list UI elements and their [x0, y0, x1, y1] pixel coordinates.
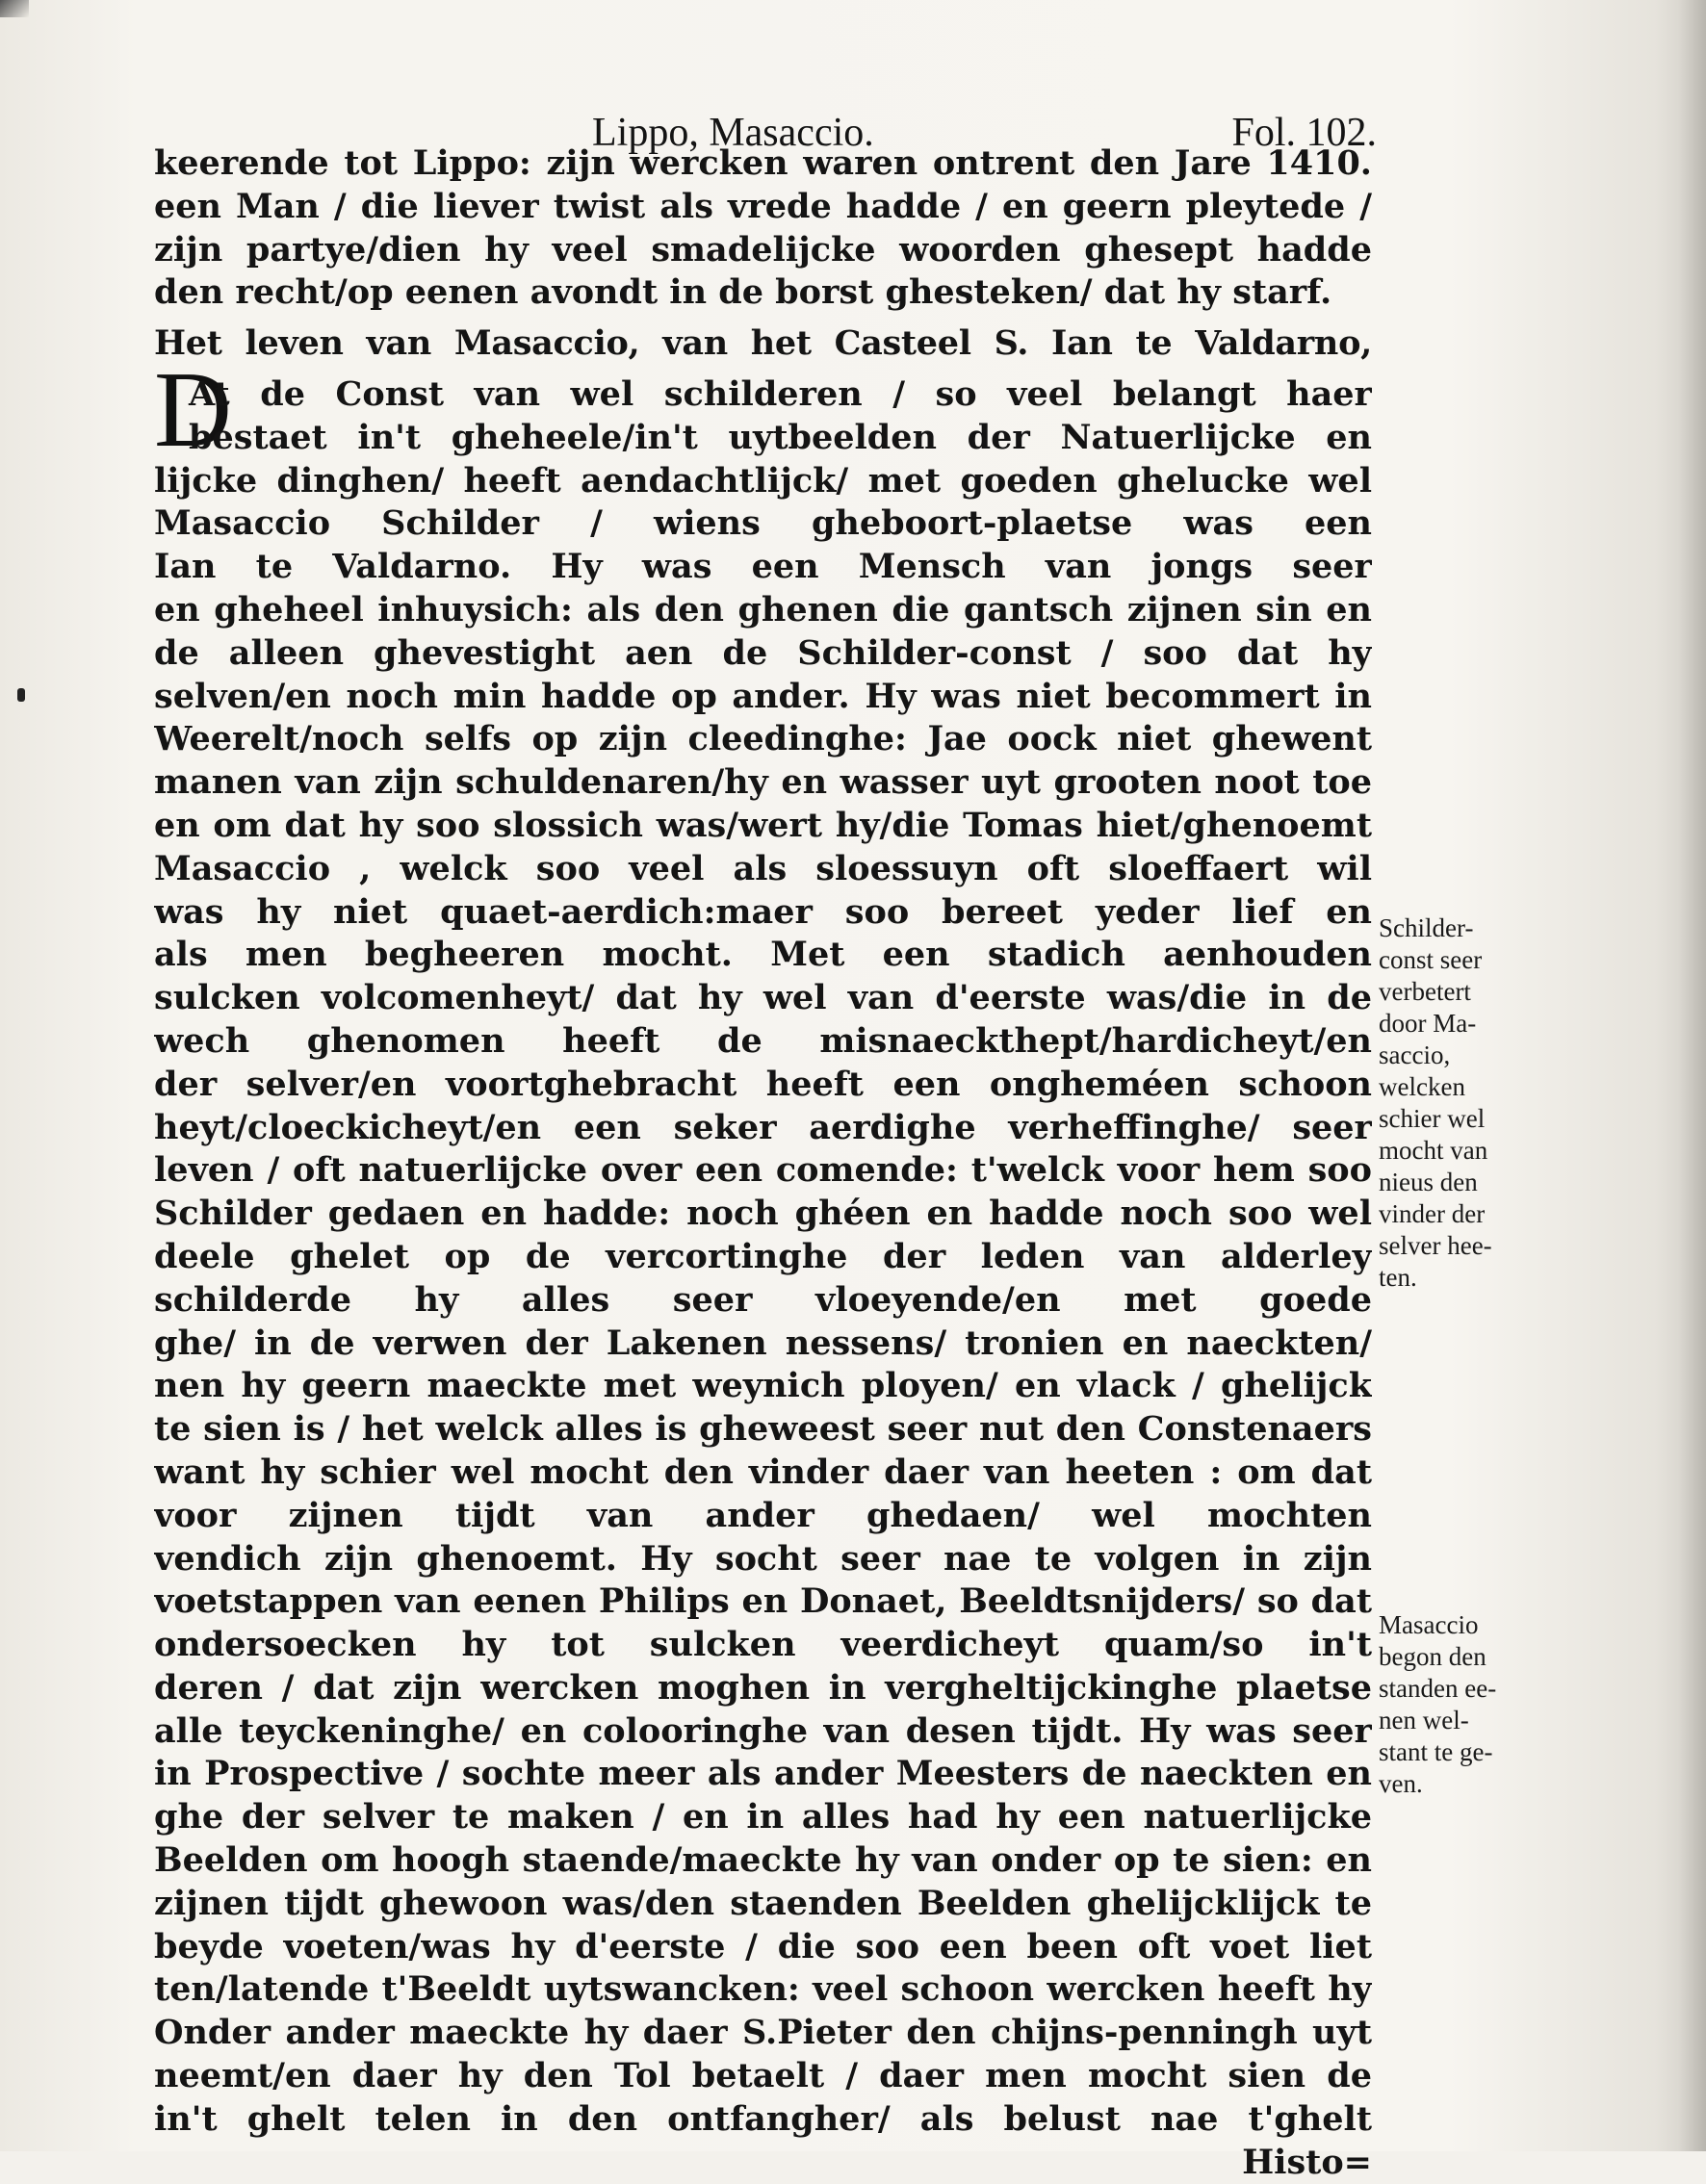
text-line: wech ghenomen heeft de misnaeckthept/hardicheyt/en: [154, 1020, 1372, 1061]
text-line: manen van zijn schuldenaren/hy en wasser uyt grooten noot toe: [154, 762, 1372, 803]
text-line: te sien is / het welck alles is gheweest seer nut den Constenaers: [154, 1409, 1372, 1450]
text-line: ghe der selver te maken / en in alles had hy een natuerlijcke: [154, 1797, 1372, 1837]
text-line: den recht/op eenen avondt in de borst ghesteken/ dat hy starf.: [154, 272, 1332, 313]
margin-line: nen wel-: [1379, 1706, 1469, 1734]
text-line: Schilder gedaen en hadde: noch ghéen en hadde noch soo wel: [154, 1194, 1372, 1234]
text-line: Beelden om hoogh staende/maeckte hy van onder op te sien: en: [154, 1840, 1372, 1881]
margin-line: saccio,: [1379, 1041, 1451, 1069]
text-line: en om dat hy soo slossich was/wert hy/die Tomas hiet/ghenoemt: [154, 805, 1372, 845]
margin-line: ven.: [1379, 1769, 1423, 1798]
text-line: deele ghelet op de vercortinghe der leden van alderley: [154, 1236, 1372, 1276]
text-line: deren / dat zijn wercken moghen in vergheltijckinghe plaetse: [154, 1667, 1372, 1708]
text-line: als men begheeren mocht. Met een stadich aenhouden: [154, 935, 1372, 975]
text-line: een Man / die liever twist als vrede hadde / en geern pleytede /: [154, 186, 1372, 226]
text-line: ghe/ in de verwen der Lakenen nessens/ tronien en naeckten/: [154, 1323, 1372, 1363]
text-line: was hy niet quaet-aerdich:maer soo bereet yeder lief en: [154, 891, 1372, 932]
text-line: At de Const van wel schilderen / so veel belangt haer: [189, 373, 1372, 414]
text-line: neemt/en daer hy den Tol betaelt / daer men mocht sien de: [154, 2056, 1372, 2096]
text-line: in't ghelt telen in den ontfangher/ als belust nae t'ghelt: [154, 2098, 1372, 2139]
text-line: zijn partye/dien hy veel smadelijcke woorden ghesept hadde: [154, 229, 1372, 270]
running-title: Lippo, Masaccio.: [592, 111, 874, 155]
margin-line: Schilder-: [1379, 913, 1474, 942]
text-line: Onder ander maeckte hy daer S.Pieter den chijns-penningh uyt: [154, 2013, 1372, 2053]
margin-line: schier wel: [1379, 1104, 1486, 1133]
margin-line: door Ma-: [1379, 1009, 1477, 1038]
margin-line: verbetert: [1379, 977, 1471, 1006]
text-line: nen hy geern maeckte met weynich ployen/ en vlack / ghelijck: [154, 1366, 1372, 1406]
text-line: sulcken volcomenheyt/ dat hy wel van d'eerste was/die in de: [154, 978, 1372, 1018]
text-line: want hy schier wel mocht den vinder daer van heeten : om dat: [154, 1452, 1372, 1492]
text-line: leven / oft natuerlijcke over een comende: t'welck voor hem soo: [154, 1150, 1372, 1191]
margin-line: mocht van: [1379, 1136, 1488, 1165]
text-line: de alleen ghevestight aen de Schilder-const / soo dat hy: [154, 632, 1372, 673]
margin-line: standen ee-: [1379, 1674, 1497, 1703]
corner-smudge: [0, 0, 29, 17]
text-line: lijcke dinghen/ heeft aendachtlijck/ met goeden ghelucke wel: [154, 460, 1372, 501]
margin-line: const seer: [1379, 945, 1483, 974]
chapter-heading: Het leven van Masaccio, van het Casteel S. Ian te Valdarno,: [154, 323, 1372, 364]
text-line: zijnen tijdt ghewoon was/den staenden Beelden ghelijcklijck te: [154, 1883, 1372, 1923]
main-text-block: [154, 142, 1372, 2184]
text-line: der selver/en voortghebracht heeft een ongheméen schoon: [154, 1064, 1372, 1104]
ink-speck: [17, 688, 25, 702]
margin-line: Masaccio: [1379, 1610, 1479, 1639]
text-line: Masaccio Schilder / wiens gheboort-plaetse was een: [154, 503, 1372, 544]
margin-line: vinder der: [1379, 1199, 1486, 1228]
text-line: keerende tot Lippo: zijn wercken waren ontrent den Jare 1410.: [154, 143, 1372, 183]
text-line: voor zijnen tijdt van ander ghedaen/ wel mochten: [154, 1495, 1372, 1535]
text-line: en gheheel inhuysich: als den ghenen die gantsch zijnen sin en: [154, 589, 1372, 630]
text-line: ten/latende t'Beeldt uytswancken: veel schoon wercken heeft hy: [154, 1969, 1372, 2010]
margin-note-2: [1379, 1609, 1542, 1800]
text-line: selven/en noch min hadde op ander. Hy was niet becommert in: [154, 676, 1372, 716]
margin-line: ten.: [1379, 1263, 1417, 1292]
text-line: schilderde hy alles seer vloeyende/en met goede: [154, 1279, 1372, 1320]
margin-note-1: [1379, 912, 1542, 1294]
folio-number: Fol. 102.: [1231, 111, 1377, 155]
page-edge: [1677, 0, 1706, 2151]
text-line: in Prospective / sochte meer als ander Meesters de naeckten en: [154, 1754, 1372, 1794]
margin-line: welcken: [1379, 1072, 1465, 1101]
text-line: Weerelt/noch selfs op zijn cleedinghe: Jae oock niet ghewent: [154, 719, 1372, 759]
text-line: Ian te Valdarno. Hy was een Mensch van jongs seer: [154, 547, 1372, 587]
text-line: Masaccio , welck soo veel als sloessuyn oft sloeffaert wil: [154, 848, 1372, 888]
text-line: heyt/cloeckicheyt/en een seker aerdighe verheffinghe/ seer: [154, 1107, 1372, 1147]
text-line: ondersoecken hy tot sulcken veerdicheyt quam/so in't: [154, 1625, 1372, 1665]
margin-line: begon den: [1379, 1642, 1486, 1671]
text-line: bestaet in't gheheele/in't uytbeelden der Natuerlijcke en: [189, 417, 1372, 457]
text-line: voetstappen van eenen Philips en Donaet, Beeldtsnijders/ so dat: [154, 1581, 1372, 1622]
catchword: Histo=: [1242, 2142, 1372, 2182]
text-line: vendich zijn ghenoemt. Hy socht seer nae te volgen in zijn: [154, 1538, 1372, 1579]
margin-line: nieus den: [1379, 1168, 1478, 1196]
margin-line: selver hee-: [1379, 1231, 1492, 1260]
drop-capital: D: [154, 350, 232, 470]
text-line: alle teyckeninghe/ en colooringhe van desen tijdt. Hy was seer: [154, 1710, 1372, 1751]
margin-line: stant te ge-: [1379, 1737, 1493, 1766]
text-line: beyde voeten/was hy d'eerste / die soo een been oft voet liet: [154, 1926, 1372, 1966]
